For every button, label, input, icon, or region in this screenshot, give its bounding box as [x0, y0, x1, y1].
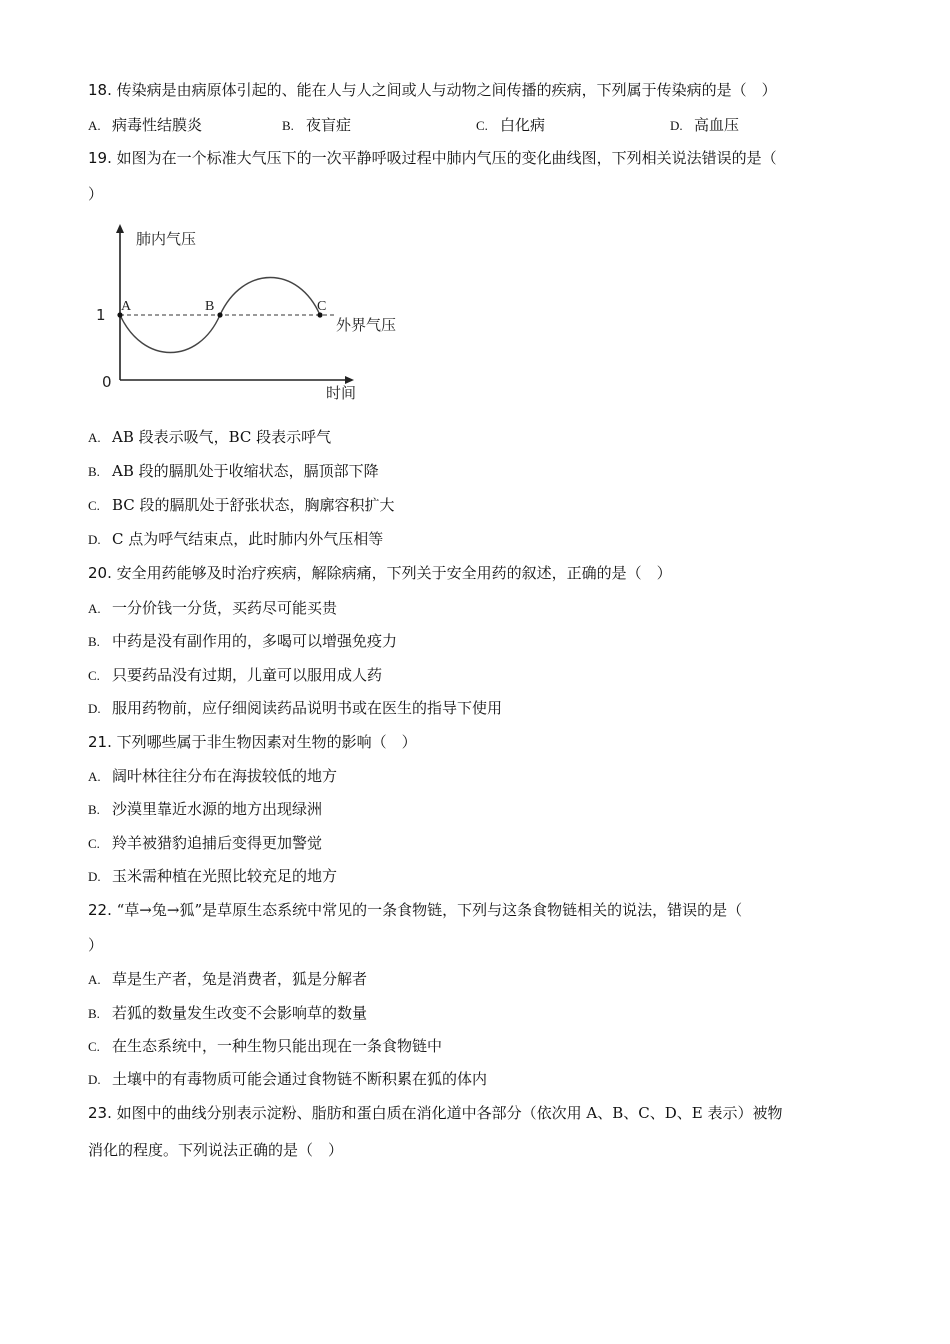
- question-19-option-a: A. AB 段表示吸气，BC 段表示呼气: [88, 428, 332, 446]
- question-21-stem: [88, 732, 417, 752]
- option-c: C. 白化病: [476, 116, 546, 134]
- option-d: D. 高血压: [670, 116, 740, 134]
- point-b: [217, 312, 222, 317]
- question-21-option-d: D. 玉米需种植在光照比较充足的地方: [88, 867, 338, 885]
- y-axis-label: 肺内气压: [136, 230, 197, 248]
- question-19-option-b: B. AB 段的膈肌处于收缩状态，膈顶部下降: [88, 462, 379, 480]
- question-19-stem-cont: ）: [88, 185, 104, 203]
- question-number: 18.: [88, 81, 112, 99]
- question-23-stem-cont: 消化的程度。下列说法正确的是（ ）: [88, 1141, 344, 1159]
- question-number: 22.: [88, 901, 112, 919]
- question-22-option-c: C. 在生态系统中，一种生物只能出现在一条食物链中: [88, 1037, 443, 1055]
- question-23-stem: [88, 1103, 783, 1123]
- point-c-label: C: [317, 299, 327, 314]
- y-tick-label: 1: [96, 306, 106, 324]
- question-18-stem: [88, 80, 777, 100]
- question-text: “草→兔→狐”是草原生态系统中常见的一条食物链，下列与这条食物链相关的说法，错误的是（: [116, 901, 743, 919]
- question-text: 如图中的曲线分别表示淀粉、脂肪和蛋白质在消化道中各部分（依次用 A、B、C、D、E 表示）被物: [116, 1104, 783, 1122]
- question-number: 21.: [88, 733, 112, 751]
- option-a: A. 病毒性结膜炎: [88, 116, 203, 134]
- question-19-option-c: C. BC 段的膈肌处于舒张状态，胸廓容积扩大: [88, 496, 395, 514]
- question-20-option-a: A. 一分价钱一分货，买药尽可能买贵: [88, 599, 338, 617]
- question-number: 23.: [88, 1104, 112, 1122]
- question-text: 如图为在一个标准大气压下的一次平静呼吸过程中肺内气压的变化曲线图，下列相关说法错误的是（: [116, 149, 777, 167]
- question-number: 19.: [88, 149, 112, 167]
- question-21-option-a: A. 阔叶林往往分布在海拔较低的地方: [88, 767, 338, 785]
- question-21-option-c: C. 羚羊被猎豹追捕后变得更加警觉: [88, 834, 323, 852]
- question-20-option-c: C. 只要药品没有过期，儿童可以服用成人药: [88, 666, 383, 684]
- question-22-option-b: B. 若狐的数量发生改变不会影响草的数量: [88, 1004, 368, 1022]
- x-axis-label: 时间: [326, 384, 357, 402]
- question-20-stem: [88, 563, 672, 583]
- y-axis-arrow: [116, 224, 124, 233]
- question-text: 安全用药能够及时治疗疾病，解除病痛，下列关于安全用药的叙述，正确的是（ ）: [116, 564, 672, 582]
- origin-label: 0: [102, 373, 112, 391]
- question-22-stem: [88, 900, 742, 920]
- question-19-option-d: D. C 点为呼气结束点，此时肺内外气压相等: [88, 530, 384, 548]
- question-20-option-d: D. 服用药物前，应仔细阅读药品说明书或在医生的指导下使用: [88, 699, 503, 717]
- question-number: 20.: [88, 564, 112, 582]
- question-22-option-a: A. 草是生产者，兔是消费者，狐是分解者: [88, 970, 368, 988]
- lung-pressure-figure: [88, 220, 428, 410]
- question-22-stem-cont: ）: [88, 936, 104, 954]
- question-19-stem: [88, 148, 777, 168]
- point-a-label: A: [121, 299, 132, 314]
- question-text: 传染病是由病原体引起的、能在人与人之间或人与动物之间传播的疾病，下列属于传染病的是（ ）: [116, 81, 777, 99]
- x-axis-arrow: [345, 376, 354, 384]
- question-21-option-b: B. 沙漠里靠近水源的地方出现绿洲: [88, 800, 323, 818]
- ref-line-label: 外界气压: [336, 316, 397, 334]
- question-22-option-d: D. 土壤中的有毒物质可能会通过食物链不断积累在狐的体内: [88, 1070, 488, 1088]
- question-20-option-b: B. 中药是没有副作用的，多喝可以增强免疫力: [88, 632, 398, 650]
- option-b: B. 夜盲症: [282, 116, 352, 134]
- question-text: 下列哪些属于非生物因素对生物的影响（ ）: [116, 733, 417, 751]
- point-b-label: B: [205, 299, 215, 314]
